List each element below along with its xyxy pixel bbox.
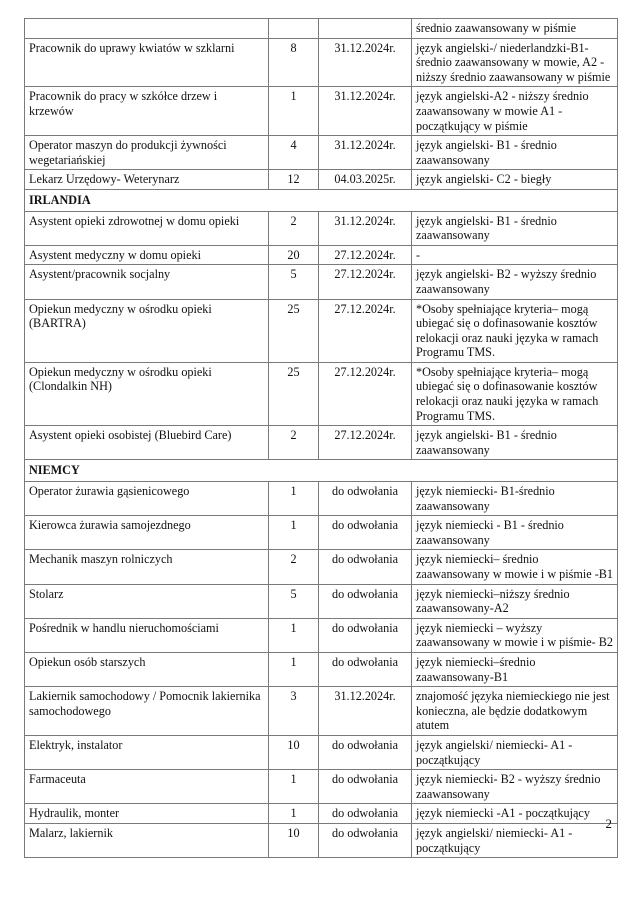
table-row bbox=[25, 482, 618, 516]
date-cell: 27.12.2024r. bbox=[319, 265, 412, 299]
count-cell: 8 bbox=[269, 38, 319, 87]
table-body bbox=[25, 19, 618, 858]
date-cell: do odwołania bbox=[319, 618, 412, 652]
position-cell: Operator żurawia gąsienicowego bbox=[25, 482, 269, 516]
count-cell: 1 bbox=[269, 516, 319, 550]
requirement-cell: język angielski/ niemiecki- A1 - początkujący bbox=[412, 735, 618, 769]
requirement-cell: *Osoby spełniające kryteria– mogą ubiegać się o dofinasowanie kosztów relokacji oraz nauki języka w ramach Programu TMS. bbox=[412, 299, 618, 362]
requirement-cell: język niemiecki -A1 - początkujący bbox=[412, 804, 618, 824]
position-cell: Kierowca żurawia samojezdnego bbox=[25, 516, 269, 550]
table-row-continued bbox=[25, 19, 618, 39]
date-cell: 27.12.2024r. bbox=[319, 299, 412, 362]
country-section-row bbox=[25, 460, 618, 482]
table-row bbox=[25, 38, 618, 87]
requirement-cell: język angielski- C2 - biegły bbox=[412, 170, 618, 190]
table-row bbox=[25, 362, 618, 425]
date-cell: do odwołania bbox=[319, 482, 412, 516]
requirement-cell: język niemiecki- B1-średnio zaawansowany bbox=[412, 482, 618, 516]
requirement-cell: język niemiecki–niższy średnio zaawansowany-A2 bbox=[412, 584, 618, 618]
position-cell: Opiekun osób starszych bbox=[25, 652, 269, 686]
count-cell: 1 bbox=[269, 482, 319, 516]
page-number: 2 bbox=[605, 816, 612, 831]
table-row bbox=[25, 770, 618, 804]
position-cell: Opiekun medyczny w ośrodku opieki (BARTRA) bbox=[25, 299, 269, 362]
position-cell: Stolarz bbox=[25, 584, 269, 618]
count-cell: 25 bbox=[269, 362, 319, 425]
date-cell: 31.12.2024r. bbox=[319, 87, 412, 136]
count-cell: 3 bbox=[269, 687, 319, 736]
position-cell: Elektryk, instalator bbox=[25, 735, 269, 769]
position-cell: Lakiernik samochodowy / Pomocnik lakiernika samochodowego bbox=[25, 687, 269, 736]
country-heading: IRLANDIA bbox=[25, 189, 618, 211]
requirement-cell: znajomość języka niemieckiego nie jest konieczna, ale będzie dodatkowym atutem bbox=[412, 687, 618, 736]
table-row bbox=[25, 584, 618, 618]
date-cell: 31.12.2024r. bbox=[319, 136, 412, 170]
requirement-cell: *Osoby spełniające kryteria– mogą ubiegać się o dofinasowanie kosztów relokacji oraz nauki języka w ramach Programu TMS. bbox=[412, 362, 618, 425]
date-cell: do odwołania bbox=[319, 516, 412, 550]
count-cell: 5 bbox=[269, 584, 319, 618]
count-cell: 10 bbox=[269, 735, 319, 769]
country-section-row bbox=[25, 189, 618, 211]
date-cell: 31.12.2024r. bbox=[319, 211, 412, 245]
requirement-cell: - bbox=[412, 245, 618, 265]
table-row bbox=[25, 245, 618, 265]
count-cell: 1 bbox=[269, 618, 319, 652]
date-cell: do odwołania bbox=[319, 823, 412, 857]
table-row bbox=[25, 550, 618, 584]
requirement-cell: język niemiecki- B2 - wyższy średnio zaawansowany bbox=[412, 770, 618, 804]
requirement-cell: średnio zaawansowany w piśmie bbox=[412, 19, 618, 39]
count-cell: 1 bbox=[269, 87, 319, 136]
position-cell: Asystent/pracownik socjalny bbox=[25, 265, 269, 299]
count-cell: 2 bbox=[269, 426, 319, 460]
requirement-cell: język angielski- B1 - średnio zaawansowany bbox=[412, 426, 618, 460]
position-cell: Pracownik do uprawy kwiatów w szklarni bbox=[25, 38, 269, 87]
table-row bbox=[25, 735, 618, 769]
country-heading: NIEMCY bbox=[25, 460, 618, 482]
requirement-cell: język angielski- B2 - wyższy średnio zaawansowany bbox=[412, 265, 618, 299]
requirement-cell: język angielski-/ niederlandzki-B1- średnio zaawansowany w mowie, A2 - niższy średnio zaawansowany w piśmie bbox=[412, 38, 618, 87]
position-cell: Asystent opieki zdrowotnej w domu opieki bbox=[25, 211, 269, 245]
count-cell: 2 bbox=[269, 211, 319, 245]
position-cell: Opiekun medyczny w ośrodku opieki (Clondalkin NH) bbox=[25, 362, 269, 425]
count-cell: 25 bbox=[269, 299, 319, 362]
requirement-cell: język niemiecki - B1 - średnio zaawansowany bbox=[412, 516, 618, 550]
count-cell: 20 bbox=[269, 245, 319, 265]
table-row bbox=[25, 516, 618, 550]
table-row bbox=[25, 823, 618, 857]
table-row bbox=[25, 687, 618, 736]
date-cell: 27.12.2024r. bbox=[319, 362, 412, 425]
requirement-cell: język niemiecki–średnio zaawansowany-B1 bbox=[412, 652, 618, 686]
position-cell: Asystent medyczny w domu opieki bbox=[25, 245, 269, 265]
table-row bbox=[25, 299, 618, 362]
requirement-cell: język angielski- B1 - średnio zaawansowany bbox=[412, 211, 618, 245]
position-cell: Asystent opieki osobistej (Bluebird Care) bbox=[25, 426, 269, 460]
table-row bbox=[25, 211, 618, 245]
date-cell: do odwołania bbox=[319, 804, 412, 824]
count-cell bbox=[269, 19, 319, 39]
position-cell bbox=[25, 19, 269, 39]
table-row bbox=[25, 426, 618, 460]
count-cell: 2 bbox=[269, 550, 319, 584]
count-cell: 1 bbox=[269, 652, 319, 686]
date-cell: do odwołania bbox=[319, 550, 412, 584]
count-cell: 4 bbox=[269, 136, 319, 170]
date-cell: 27.12.2024r. bbox=[319, 426, 412, 460]
count-cell: 12 bbox=[269, 170, 319, 190]
date-cell: 31.12.2024r. bbox=[319, 687, 412, 736]
job-offers-table bbox=[24, 18, 618, 858]
position-cell: Farmaceuta bbox=[25, 770, 269, 804]
document-page bbox=[24, 18, 617, 858]
date-cell: 27.12.2024r. bbox=[319, 245, 412, 265]
table-row bbox=[25, 265, 618, 299]
date-cell: do odwołania bbox=[319, 584, 412, 618]
date-cell bbox=[319, 19, 412, 39]
count-cell: 1 bbox=[269, 804, 319, 824]
table-row bbox=[25, 87, 618, 136]
requirement-cell: język angielski-A2 - niższy średnio zaawansowany w mowie A1 - początkujący w piśmie bbox=[412, 87, 618, 136]
date-cell: do odwołania bbox=[319, 770, 412, 804]
requirement-cell: język niemiecki– średnio zaawansowany w mowie i w piśmie -B1 bbox=[412, 550, 618, 584]
requirement-cell: język angielski- B1 - średnio zaawansowany bbox=[412, 136, 618, 170]
table-row bbox=[25, 170, 618, 190]
table-row bbox=[25, 618, 618, 652]
count-cell: 1 bbox=[269, 770, 319, 804]
date-cell: 31.12.2024r. bbox=[319, 38, 412, 87]
table-row bbox=[25, 652, 618, 686]
position-cell: Operator maszyn do produkcji żywności wegetariańskiej bbox=[25, 136, 269, 170]
table-row bbox=[25, 804, 618, 824]
requirement-cell: język angielski/ niemiecki- A1 - początkujący bbox=[412, 823, 618, 857]
position-cell: Pracownik do pracy w szkółce drzew i krzewów bbox=[25, 87, 269, 136]
date-cell: do odwołania bbox=[319, 652, 412, 686]
requirement-cell: język niemiecki – wyższy zaawansowany w mowie i w piśmie- B2 bbox=[412, 618, 618, 652]
position-cell: Mechanik maszyn rolniczych bbox=[25, 550, 269, 584]
position-cell: Hydraulik, monter bbox=[25, 804, 269, 824]
position-cell: Malarz, lakiernik bbox=[25, 823, 269, 857]
date-cell: do odwołania bbox=[319, 735, 412, 769]
count-cell: 10 bbox=[269, 823, 319, 857]
table-row bbox=[25, 136, 618, 170]
position-cell: Lekarz Urzędowy- Weterynarz bbox=[25, 170, 269, 190]
position-cell: Pośrednik w handlu nieruchomościami bbox=[25, 618, 269, 652]
count-cell: 5 bbox=[269, 265, 319, 299]
date-cell: 04.03.2025r. bbox=[319, 170, 412, 190]
